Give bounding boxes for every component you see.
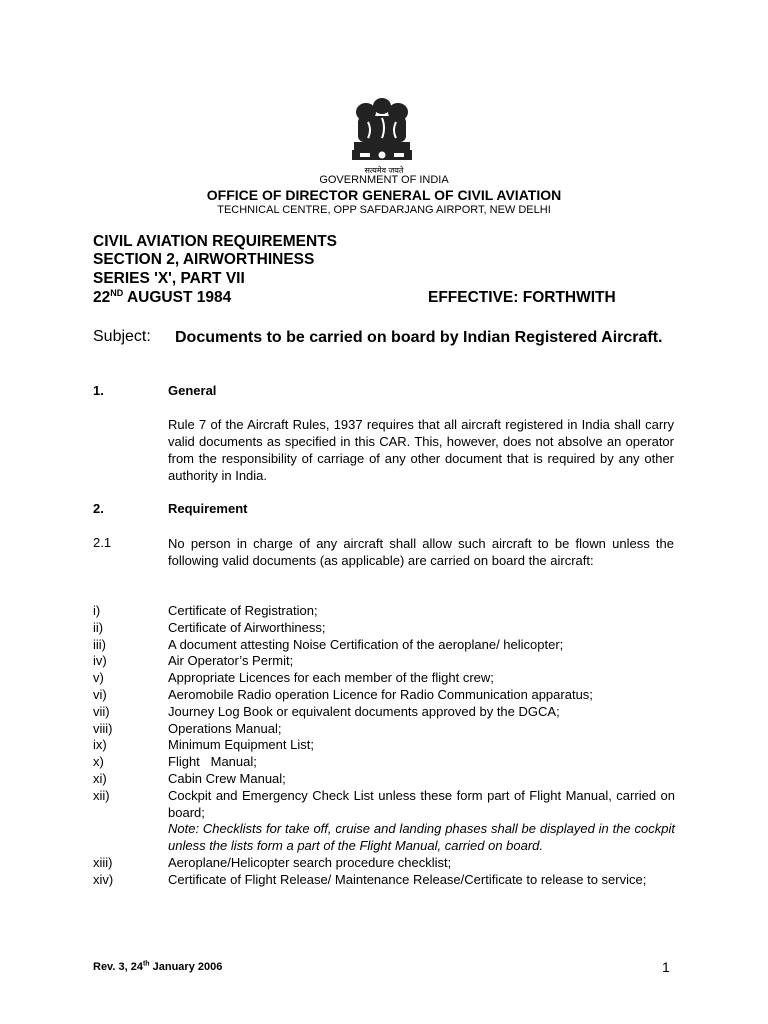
item-text: Cockpit and Emergency Check List unless these form part of Flight Manual, carried on board;	[168, 787, 675, 820]
office-title: OFFICE OF DIRECTOR GENERAL OF CIVIL AVIATION	[206, 187, 562, 203]
item-numeral: x)	[93, 754, 104, 770]
revision-suffix: th	[142, 960, 150, 968]
item-numeral: i)	[93, 603, 101, 618]
car-date-rest: AUGUST 1984	[123, 289, 232, 306]
section-body: Rule 7 of the Aircraft Rules, 1937 requires that all aircraft registered in India shall carry valid documents as specified in this CAR. This, however, does not absolve an operator from the responsibility of carriage of any other document that is required by any other authority in India.	[168, 417, 674, 483]
item-text: Cabin Crew Manual;	[168, 770, 286, 786]
document-list	[93, 603, 675, 889]
car-title: CIVIL AVIATION REQUIREMENTS	[93, 233, 337, 250]
car-date-suffix: ND	[110, 287, 124, 298]
revision-footer	[93, 961, 222, 973]
item-text: Certificate of Airworthiness;	[168, 619, 326, 635]
list-item	[93, 603, 675, 620]
revision-prefix: Rev. 3, 24	[93, 961, 143, 973]
item-text: Aeromobile Radio operation Licence for Radio Communication apparatus;	[168, 686, 593, 702]
item-numeral: xiii)	[93, 854, 113, 870]
item-numeral: iv)	[93, 653, 107, 669]
car-section: SECTION 2, AIRWORTHINESS	[93, 251, 315, 268]
item-numeral: vi)	[93, 686, 107, 702]
list-item	[93, 771, 675, 788]
list-item	[93, 670, 675, 687]
car-series: SERIES 'X', PART VII	[93, 270, 245, 287]
car-date-day: 22	[93, 289, 111, 306]
government-label: GOVERNMENT OF INDIA	[319, 174, 449, 186]
item-text: Certificate of Registration;	[168, 603, 318, 618]
section-number: 2.	[93, 501, 104, 516]
subject-label: Subject:	[93, 328, 151, 345]
car-date	[93, 289, 231, 307]
list-item	[93, 653, 675, 670]
page-number: 1	[662, 959, 670, 975]
section-heading: Requirement	[168, 501, 248, 516]
item-numeral: xiv)	[93, 871, 114, 887]
list-item	[93, 721, 675, 738]
item-numeral: v)	[93, 670, 104, 686]
emblem-caption: सत्यमेव जयते	[364, 166, 404, 175]
section-number: 1.	[93, 383, 104, 398]
list-item	[93, 704, 675, 721]
item-text: Air Operator’s Permit;	[168, 653, 294, 669]
item-numeral: vii)	[93, 703, 110, 719]
item-text: Minimum Equipment List;	[168, 737, 314, 753]
list-item	[93, 687, 675, 704]
paragraph-text: No person in charge of any aircraft shall allow such aircraft to be flown unless the following valid documents (as applicable) are carried on board the aircraft:	[168, 536, 674, 568]
effective-label: EFFECTIVE: FORTHWITH	[428, 289, 616, 306]
list-item	[93, 620, 675, 637]
item-numeral: ix)	[93, 737, 107, 753]
subject-text: Documents to be carried on board by Indian Registered Aircraft.	[175, 329, 663, 346]
list-item	[93, 754, 675, 771]
item-numeral: iii)	[93, 636, 106, 652]
item-text: Journey Log Book or equivalent documents approved by the DGCA;	[168, 703, 560, 719]
section-heading: General	[168, 383, 217, 398]
list-item	[93, 737, 675, 754]
item-numeral: ii)	[93, 619, 104, 635]
ashoka-emblem-icon	[344, 92, 420, 172]
item-numeral: viii)	[93, 720, 113, 736]
item-text: A document attesting Noise Certification of the aeroplane/ helicopter;	[168, 636, 564, 652]
item-text: Certificate of Flight Release/ Maintenance Release/Certificate to release to service;	[168, 871, 647, 887]
item-text-group	[168, 788, 675, 855]
item-note: Note: Checklists for take off, cruise and landing phases shall be displayed in the cockpit unless the lists form a part of the Flight Manual, carried on board.	[168, 821, 675, 854]
list-item	[93, 872, 675, 889]
item-numeral: xi)	[93, 770, 107, 786]
item-text: Flight Manual;	[168, 754, 257, 770]
item-text: Aeroplane/Helicopter search procedure checklist;	[168, 854, 452, 870]
item-text: Appropriate Licences for each member of the flight crew;	[168, 670, 494, 686]
paragraph-number: 2.1	[93, 535, 112, 550]
office-address: TECHNICAL CENTRE, OPP SAFDARJANG AIRPORT, NEW DELHI	[217, 204, 551, 216]
item-text: Operations Manual;	[168, 720, 282, 736]
list-item	[93, 637, 675, 654]
list-item	[93, 788, 675, 855]
item-numeral: xii)	[93, 787, 110, 803]
revision-rest: January 2006	[149, 961, 223, 973]
list-item	[93, 855, 675, 872]
